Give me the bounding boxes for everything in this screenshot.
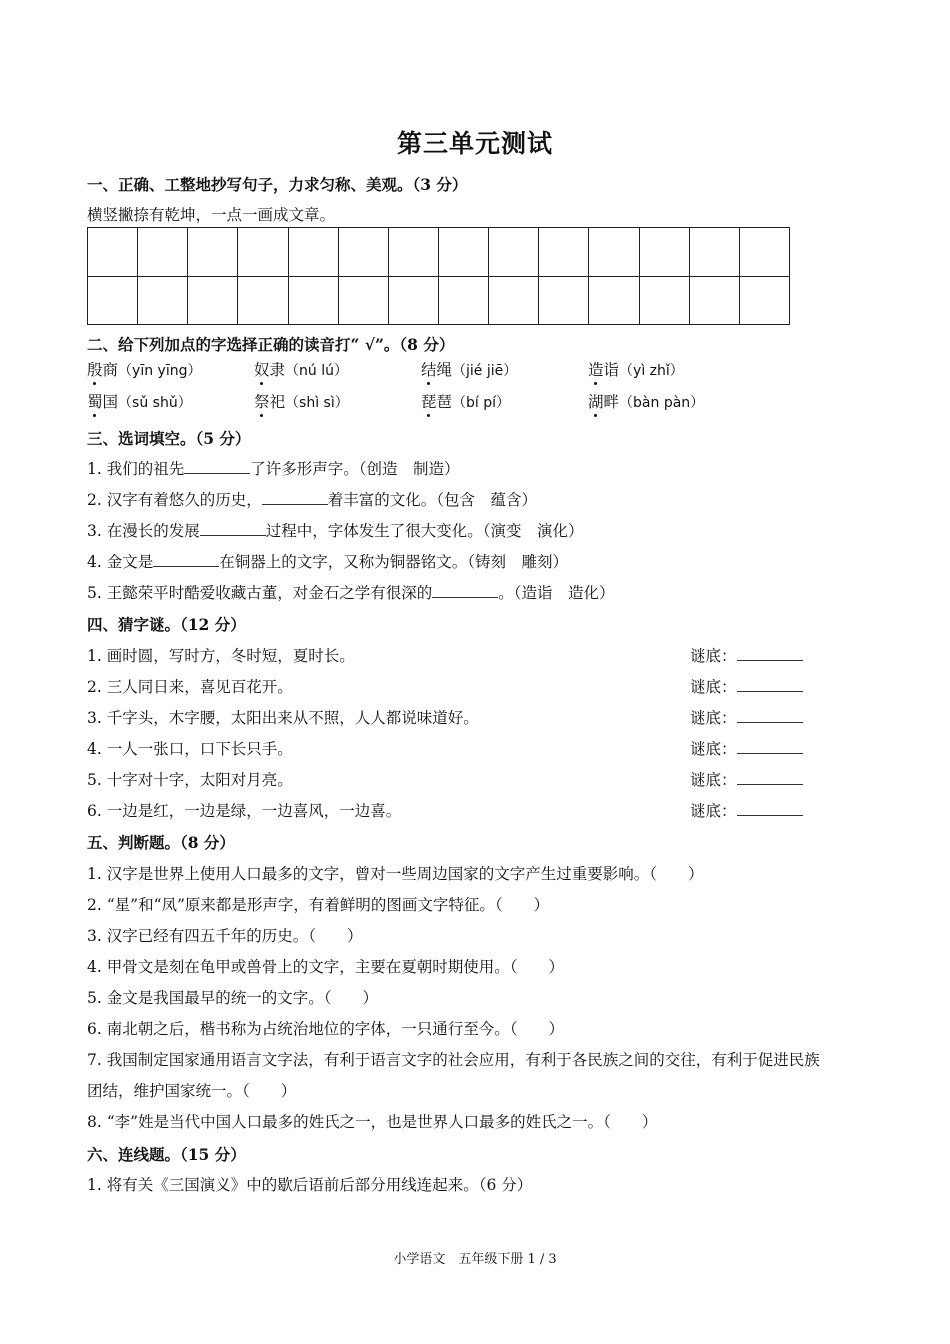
answer-blank[interactable] xyxy=(200,523,266,536)
answer-label: 谜底： xyxy=(690,802,737,820)
section-3-heading: 三、选词填空。（5 分） xyxy=(87,429,251,448)
riddle-item: 3. 千字头，木字腰，太阳出来从不照，人人都说味道好。 xyxy=(87,709,479,727)
fill-blank-options: 在铜器上的文字，又称为铜器铭文。（铸刻 雕刻） xyxy=(219,553,568,571)
riddle-item: 6. 一边是红，一边是绿，一边喜风，一边喜。 xyxy=(87,802,402,820)
pinyin-item xyxy=(588,358,684,380)
answer-label: 谜底： xyxy=(690,678,737,696)
riddle-item: 5. 十字对十字，太阳对月亮。 xyxy=(87,771,293,789)
grid-cell[interactable] xyxy=(188,277,238,326)
grid-cell[interactable] xyxy=(539,277,589,326)
dotted-char: 奴 xyxy=(254,358,270,380)
pinyin-options[interactable]: （yīn yīng） xyxy=(118,363,202,379)
fill-blank-item xyxy=(87,488,537,510)
grid-cell[interactable] xyxy=(88,228,138,277)
page-title: 第三单元测试 xyxy=(396,129,553,158)
answer-label: 谜底： xyxy=(690,740,737,758)
grid-cell[interactable] xyxy=(138,228,188,277)
answer-label: 谜底： xyxy=(690,709,737,727)
pinyin-item xyxy=(254,358,348,380)
judgment-item: 1. 汉字是世界上使用人口最多的文字，曾对一些周边国家的文字产生过重要影响。（ ） xyxy=(87,865,704,883)
grid-cell[interactable] xyxy=(238,277,288,326)
grid-cell[interactable] xyxy=(389,277,439,326)
char: 祀 xyxy=(269,393,286,411)
riddle-answer xyxy=(690,768,803,790)
answer-blank[interactable] xyxy=(737,679,803,692)
matching-instruction: 1. 将有关《三国演义》中的歇后语前后部分用线连起来。（6 分） xyxy=(87,1176,533,1194)
grid-cell[interactable] xyxy=(740,277,790,326)
judgment-item: 6. 南北朝之后，楷书称为占统治地位的字体，一只通行至今。（ ） xyxy=(87,1020,564,1038)
grid-cell[interactable] xyxy=(188,228,238,277)
grid-cell[interactable] xyxy=(640,277,690,326)
grid-cell[interactable] xyxy=(238,228,288,277)
answer-blank[interactable] xyxy=(737,710,803,723)
grid-cell[interactable] xyxy=(339,228,389,277)
answer-label: 谜底： xyxy=(690,771,737,789)
fill-blank-item xyxy=(87,550,568,572)
answer-blank[interactable] xyxy=(737,772,803,785)
answer-label: 谜底： xyxy=(690,647,737,665)
grid-cell[interactable] xyxy=(489,277,539,326)
page-footer: 小学语文 五年级下册 1 / 3 xyxy=(393,1252,557,1267)
grid-cell[interactable] xyxy=(589,228,639,277)
dotted-char: 造 xyxy=(588,358,604,380)
grid-cell[interactable] xyxy=(389,228,439,277)
grid-cell[interactable] xyxy=(640,228,690,277)
section-1-heading: 一、正确、工整地抄写句子，力求匀称、美观。（3 分） xyxy=(87,175,468,194)
pinyin-item xyxy=(87,358,201,380)
grid-cell[interactable] xyxy=(289,277,339,326)
pinyin-item xyxy=(87,390,192,412)
judgment-item: 7. 我国制定国家通用语言文字法，有利于语言文字的社会应用，有利于各民族之间的交往，有利于促进民族 xyxy=(87,1051,820,1069)
fill-blank-text: 4. 金文是 xyxy=(87,553,154,571)
section-2-heading: 二、给下列加点的字选择正确的读音打“ √”。（8 分） xyxy=(87,335,455,354)
dotted-char: 琵 xyxy=(421,390,437,412)
char: 琶 xyxy=(436,393,453,411)
pinyin-item xyxy=(588,390,704,412)
dotted-char: 结 xyxy=(421,358,437,380)
char: 诣 xyxy=(603,361,620,379)
fill-blank-text: 1. 我们的祖先 xyxy=(87,460,185,478)
grid-cell[interactable] xyxy=(489,228,539,277)
judgment-item: 8. “李”姓是当代中国人口最多的姓氏之一，也是世界人口最多的姓氏之一。（ ） xyxy=(87,1113,658,1131)
riddle-answer xyxy=(690,644,803,666)
pinyin-options[interactable]: （nú lú） xyxy=(285,363,348,379)
judgment-item: 3. 汉字已经有四五千年的历史。（ ） xyxy=(87,927,363,945)
grid-cell[interactable] xyxy=(439,228,489,277)
pinyin-item xyxy=(254,390,349,412)
dotted-char: 蜀 xyxy=(87,390,103,412)
pinyin-item xyxy=(421,358,517,380)
dotted-char: 湖 xyxy=(588,390,604,412)
pinyin-options[interactable]: （bàn pàn） xyxy=(619,395,705,411)
grid-cell[interactable] xyxy=(589,277,639,326)
fill-blank-item xyxy=(87,581,614,603)
riddle-answer xyxy=(690,737,803,759)
char: 国 xyxy=(102,393,119,411)
answer-blank[interactable] xyxy=(737,741,803,754)
fill-blank-item xyxy=(87,519,583,541)
grid-cell[interactable] xyxy=(690,228,740,277)
answer-blank[interactable] xyxy=(737,648,803,661)
pinyin-options[interactable]: （shì sì） xyxy=(285,395,349,411)
char: 绳 xyxy=(436,361,453,379)
char: 商 xyxy=(102,361,119,379)
pinyin-options[interactable]: （yì zhǐ） xyxy=(619,363,684,379)
char: 畔 xyxy=(603,393,620,411)
grid-cell[interactable] xyxy=(690,277,740,326)
char: 隶 xyxy=(269,361,286,379)
judgment-item: 5. 金文是我国最早的统一的文字。（ ） xyxy=(87,989,378,1007)
grid-cell[interactable] xyxy=(88,277,138,326)
grid-cell[interactable] xyxy=(138,277,188,326)
fill-blank-options: 。（造诣 造化） xyxy=(498,584,615,602)
dotted-char: 殷 xyxy=(87,358,103,380)
judgment-item: 团结，维护国家统一。（ ） xyxy=(87,1082,297,1100)
section-4-heading: 四、猜字谜。（12 分） xyxy=(87,615,246,634)
pinyin-options[interactable]: （jié jiē） xyxy=(452,363,518,379)
pinyin-options[interactable]: （bí pí） xyxy=(452,395,511,411)
grid-cell[interactable] xyxy=(740,228,790,277)
answer-blank[interactable] xyxy=(262,492,328,505)
grid-cell[interactable] xyxy=(339,277,389,326)
fill-blank-text: 2. 汉字有着悠久的历史， xyxy=(87,491,262,509)
fill-blank-options: 过程中，字体发生了很大变化。（演变 演化） xyxy=(265,522,584,540)
writing-grid[interactable] xyxy=(87,227,790,325)
grid-cell[interactable] xyxy=(539,228,589,277)
judgment-item: 4. 甲骨文是刻在龟甲或兽骨上的文字，主要在夏朝时期使用。（ ） xyxy=(87,958,564,976)
riddle-item: 1. 画时圆，写时方，冬时短，夏时长。 xyxy=(87,647,355,665)
riddle-item: 4. 一人一张口，口下长只手。 xyxy=(87,740,293,758)
copy-sentence: 横竖撇捺有乾坤，一点一画成文章。 xyxy=(87,206,336,224)
fill-blank-item xyxy=(87,457,459,479)
answer-blank[interactable] xyxy=(432,585,498,598)
grid-cell[interactable] xyxy=(289,228,339,277)
pinyin-item xyxy=(421,390,510,412)
fill-blank-text: 5. 王懿荣平时酷爱收藏古董，对金石之学有很深的 xyxy=(87,584,433,602)
dotted-char: 祭 xyxy=(254,390,270,412)
grid-cell[interactable] xyxy=(439,277,489,326)
fill-blank-options: 了许多形声字。（创造 制造） xyxy=(250,460,460,478)
answer-blank[interactable] xyxy=(153,554,219,567)
pinyin-options[interactable]: （sǔ shǔ） xyxy=(118,395,192,411)
section-5-heading: 五、判断题。（8 分） xyxy=(87,833,235,852)
judgment-item: 2. “星”和“凤”原来都是形声字，有着鲜明的图画文字特征。（ ） xyxy=(87,896,550,914)
fill-blank-text: 3. 在漫长的发展 xyxy=(87,522,200,540)
riddle-answer xyxy=(690,675,803,697)
riddle-answer xyxy=(690,706,803,728)
riddle-item: 2. 三人同日来，喜见百花开。 xyxy=(87,678,293,696)
answer-blank[interactable] xyxy=(184,461,250,474)
answer-blank[interactable] xyxy=(737,803,803,816)
section-6-heading: 六、连线题。（15 分） xyxy=(87,1145,246,1164)
riddle-answer xyxy=(690,799,803,821)
fill-blank-options: 着丰富的文化。（包含 蕴含） xyxy=(327,491,537,509)
